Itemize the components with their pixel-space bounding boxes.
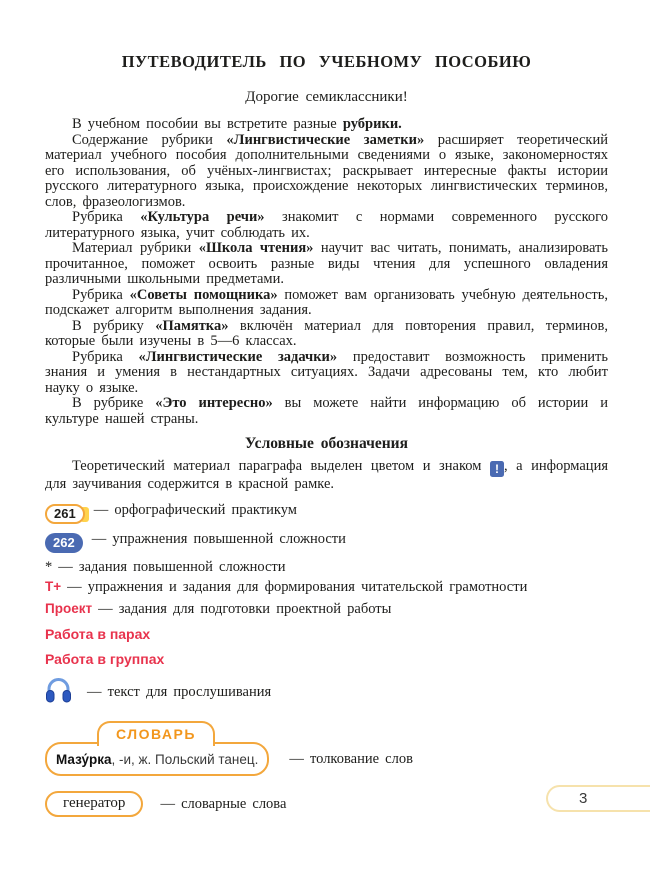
legend-desc: — текст для прослушивания [87,684,272,700]
intro-paragraph: Материал рубрики «Школа чтения» научит вас читать, понимать, анализировать прочитанное, поможет освоить разные виды чтения для успешного овладения различными школьными предметами. [45,240,608,287]
project-symbol: Проект [45,600,93,616]
legend-desc: — задания для подготовки проектной работы [98,600,392,617]
headphones-icon [45,676,72,709]
intro-paragraph: Содержание рубрики «Лингвистические заметки» расширяет теоретический материал учебного пособия дополнительными сведениями о языке, закономерностях его использования, об учёных-лингвистах; раскрывает интересные факты истории русского литературного языка, происхождение некоторых лингвистических терминов, слов, фразеологизмов. [45,131,608,210]
legend-desc: — задания повышенной сложности [58,558,286,575]
alert-icon: ! [490,461,504,477]
legend-item-audio [45,676,608,709]
vocab-word-box: генератор [45,791,143,817]
t-plus-symbol: Т+ [45,579,62,594]
legend-item-orthography [45,503,608,524]
legend-desc: — упражнения и задания для формирования читательской грамотности [67,579,528,595]
intro-paragraph: Рубрика «Лингвистические задачки» предоставит возможность применить знания и умения в нестандартных ситуациях. Задачи адресованы тем, кто любит науку о языке. [45,348,608,396]
dictionary-legend-row [45,726,608,776]
group-work-label: Работа в группах [45,651,165,667]
page-title: ПУТЕВОДИТЕЛЬ ПО УЧЕБНОМУ ПОСОБИЮ [121,52,532,71]
legend-desc: — орфографический практикум [93,501,297,518]
legend-item-star [45,560,608,576]
dictionary-box [45,726,269,776]
page-number: 3 [579,790,588,807]
asterisk-symbol: * [45,558,53,575]
greeting-line: Дорогие семиклассники! [245,89,408,105]
badge-261-number: 261 [45,504,85,524]
dictionary-entry-word: Мазу́рка [56,752,112,767]
legend-desc: — упражнения повышенной сложности [91,530,346,547]
vocab-word-legend-row [45,791,608,817]
intro-paragraph: В рубрику «Памятка» включён материал для повторения правил, терминов, которые были изучены в 5—6 классах. [45,317,609,349]
exercise-badge-262: 262 [45,533,83,553]
dictionary-entry [56,752,258,767]
intro-paragraph: Рубрика «Культура речи» знакомит с нормами современного русского литературного языка, учит соблюдать их. [45,209,608,241]
legend-item-project [45,601,608,618]
legend-intro-pre: Теоретический материал параграфа выделен цветом и знаком [72,458,490,474]
intro-paragraph: В учебном пособии вы встретите разные рубрики. [72,116,402,132]
legend-item-reading-literacy [45,579,608,596]
section-heading: Условные обозначения [244,435,408,452]
dictionary-tab-label: СЛОВАРЬ [97,721,215,746]
page-number-badge [546,785,650,812]
intro-paragraph: В рубрике «Это интересно» вы можете найти информацию об истории и культуре нашей страны. [45,395,608,427]
legend-intro-paragraph [45,459,608,493]
dictionary-entry-rest: , -и, ж. Польский танец. [111,752,259,767]
intro-paragraph: Рубрика «Советы помощника» поможет вам организовать учебную деятельность, подскажет алгоритм выполнения задания. [45,286,608,318]
exercise-badge-261 [45,504,85,524]
legend-item-advanced-exercise [45,532,608,553]
legend-intro-post: , а информация для заучивания содержится в красной рамке. [45,458,608,492]
pair-work-label: Работа в парах [45,626,151,642]
dictionary-desc: — толкование слов [289,750,413,767]
vocab-word-desc: — словарные слова [160,795,287,812]
